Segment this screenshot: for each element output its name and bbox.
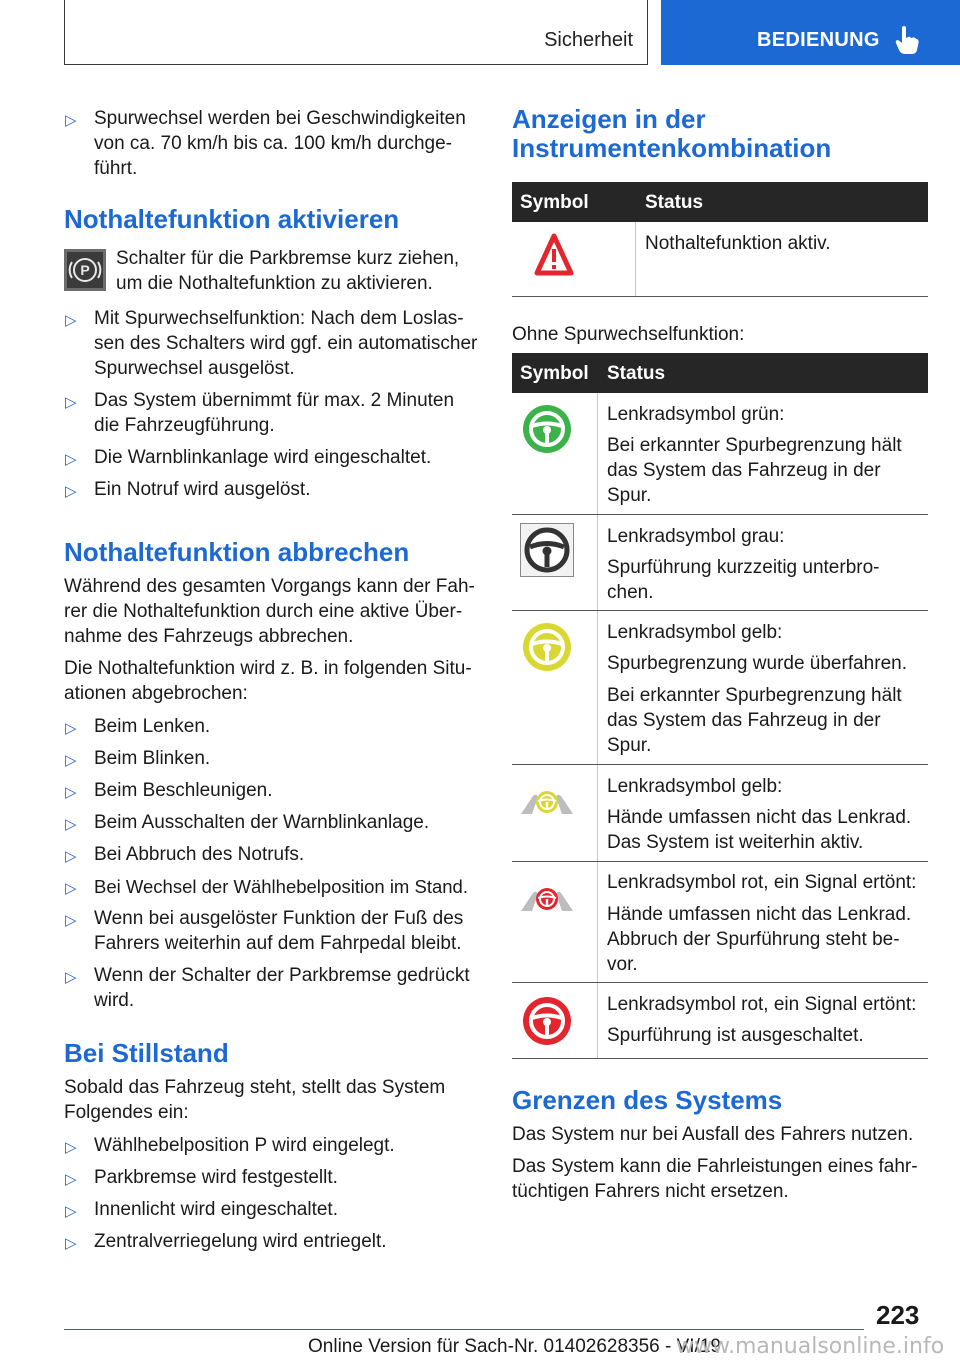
table2-row2-desc: Spurführung kurzzeitig unterbro- chen. [607, 557, 880, 603]
aktivieren-item-2: Das System übernimmt für max. 2 Minuten die Fahrzeugführung. [94, 390, 455, 436]
header-chapter-label: BEDIENUNG [757, 29, 880, 51]
page-number: 223 [876, 1300, 920, 1330]
heading-anzeigen: Anzeigen in der Instrumentenkombination [512, 104, 832, 163]
stillstand-item-1: Wählhebelposition P wird eingelegt. [94, 1135, 395, 1156]
stillstand-item-3: Innenlicht wird eingeschaltet. [94, 1199, 338, 1220]
abbrechen-item-1: Beim Lenken. [94, 716, 211, 737]
table2-row1-title: Lenkradsymbol grün: [607, 404, 785, 425]
stillstand-para: Sobald das Fahrzeug steht, stellt das System Folgendes ein: [64, 1077, 446, 1123]
abbrechen-item-6: Bei Wechsel der Wählhebelposition im Stand. [94, 876, 468, 897]
table2-col-status: Status [607, 363, 666, 384]
table2-row-divider [512, 514, 928, 515]
table2-row3-title: Lenkradsymbol gelb: [607, 622, 783, 643]
table2-row-divider [512, 1058, 928, 1059]
steering-wheel-yellow-icon [522, 622, 572, 672]
footer-online-version: Online Version für Sach-Nr. 01402628356 - VI/19 [308, 1336, 721, 1357]
table1-row1-status: Nothaltefunktion aktiv. [645, 233, 831, 254]
table2-row2-title: Lenkradsymbol grau: [607, 526, 785, 547]
steering-wheel-hands-red-icon [519, 883, 575, 915]
steering-wheel-red-icon [522, 996, 572, 1046]
heading-bei-stillstand: Bei Stillstand [64, 1038, 229, 1068]
footer-rule [64, 1329, 864, 1330]
table2-row5-desc: Hände umfassen nicht das Lenkrad. Abbruch der Spurführung steht be- vor. [607, 904, 912, 975]
bullet-marker: ▷ [65, 1203, 77, 1220]
aktivieren-item-3: Die Warnblinkanlage wird eingeschaltet. [94, 447, 432, 468]
bullet-marker: ▷ [65, 720, 77, 737]
table2-row3-desc-1: Spurbegrenzung wurde überfahren. [607, 653, 907, 674]
bullet-marker: ▷ [65, 1171, 77, 1188]
heading-grenzen: Grenzen des Systems [512, 1085, 783, 1115]
stillstand-item-2: Parkbremse wird festgestellt. [94, 1167, 338, 1188]
bullet-marker: ▷ [65, 312, 77, 329]
aktivieren-item-4: Ein Notruf wird ausgelöst. [94, 479, 311, 500]
abbrechen-para-1: Während des gesamten Vorgangs kann der Fah- rer die Nothaltefunktion durch eine aktive Über- nahme des Fahrzeugs abbrechen. [64, 576, 475, 647]
spurwechsel-speed-item: Spurwechsel werden bei Geschwindigkeiten von ca. 70 km/h bis ca. 100 km/h durchge- führt. [94, 108, 466, 179]
bullet-marker: ▷ [65, 483, 77, 500]
pointing-hand-icon [895, 25, 919, 55]
bullet-marker: ▷ [65, 451, 77, 468]
table1-col-symbol: Symbol [520, 192, 589, 213]
table2-row4-desc: Hände umfassen nicht das Lenkrad. Das System ist weiterhin aktiv. [607, 807, 912, 853]
abbrechen-item-2: Beim Blinken. [94, 748, 211, 769]
header-chapter-tab[interactable] [661, 0, 960, 65]
bullet-marker: ▷ [65, 1235, 77, 1252]
table2-col-symbol: Symbol [520, 363, 589, 384]
table2-row-divider [512, 610, 928, 611]
bullet-marker: ▷ [65, 816, 77, 833]
bullet-marker: ▷ [65, 912, 77, 929]
table2-row5-title: Lenkradsymbol rot, ein Signal ertönt: [607, 872, 917, 893]
bullet-marker: ▷ [65, 848, 77, 865]
watermark[interactable]: www.manualsonline.info [676, 1334, 945, 1359]
aktivieren-intro: Schalter für die Parkbremse kurz ziehen, um die Nothaltefunktion zu aktivieren. [116, 248, 460, 294]
table1-row-divider [512, 296, 928, 297]
abbrechen-para-2: Die Nothaltefunktion wird z. B. in folgenden Situ- ationen abgebrochen: [64, 658, 472, 704]
bullet-marker: ▷ [65, 969, 77, 986]
header-section-box [64, 0, 648, 65]
table2-header [512, 353, 928, 393]
table2-divider [597, 393, 598, 1058]
table2-row-divider [512, 764, 928, 765]
table2-row6-title: Lenkradsymbol rot, ein Signal ertönt: [607, 994, 917, 1015]
steering-wheel-grey-icon [520, 523, 574, 577]
grenzen-para-1: Das System nur bei Ausfall des Fahrers nutzen. [512, 1124, 914, 1145]
steering-wheel-hands-yellow-icon [519, 786, 575, 818]
table2-row-divider [512, 861, 928, 862]
grenzen-para-2: Das System kann die Fahrleistungen eines fahr- tüchtigen Fahrers nicht ersetzen. [512, 1156, 918, 1202]
abbrechen-item-4: Beim Ausschalten der Warnblinkanlage. [94, 812, 430, 833]
table2-row4-title: Lenkradsymbol gelb: [607, 776, 783, 797]
stillstand-item-4: Zentralverriegelung wird entriegelt. [94, 1231, 387, 1252]
table1-divider [635, 222, 636, 296]
bullet-marker: ▷ [65, 112, 77, 129]
bullet-marker: ▷ [65, 394, 77, 411]
table1-header [512, 182, 928, 222]
table2-row1-desc: Bei erkannter Spurbegrenzung hält das System das Fahrzeug in der Spur. [607, 435, 902, 506]
heading-nothalte-abbrechen: Nothaltefunktion abbrechen [64, 537, 410, 567]
parking-brake-switch-icon [64, 249, 106, 291]
aktivieren-item-1: Mit Spurwechselfunktion: Nach dem Loslas- sen des Schalters wird ggf. ein automatischer Spurwechsel ausgelöst. [94, 308, 478, 379]
abbrechen-item-5: Bei Abbruch des Notrufs. [94, 844, 305, 865]
bullet-marker: ▷ [65, 880, 77, 897]
bullet-marker: ▷ [65, 784, 77, 801]
steering-wheel-green-icon [522, 404, 572, 454]
table1-col-status: Status [645, 192, 704, 213]
bullet-marker: ▷ [65, 752, 77, 769]
header-section-label: Sicherheit [544, 29, 633, 51]
heading-nothalte-aktivieren: Nothaltefunktion aktivieren [64, 204, 400, 234]
bullet-marker: ▷ [65, 1139, 77, 1156]
abbrechen-item-3: Beim Beschleunigen. [94, 780, 273, 801]
svg-text:P: P [80, 262, 90, 278]
table2-row3-desc-2: Bei erkannter Spurbegrenzung hält das System das Fahrzeug in der Spur. [607, 685, 902, 756]
abbrechen-item-7: Wenn bei ausgelöster Funktion der Fuß des Fahrers weiterhin auf dem Fahrpedal bleibt. [94, 908, 464, 954]
ohne-spurwechsel-label: Ohne Spurwechselfunktion: [512, 324, 745, 345]
abbrechen-item-8: Wenn der Schalter der Parkbremse gedrückt wird. [94, 965, 470, 1011]
table2-row6-desc: Spurführung ist ausgeschaltet. [607, 1025, 864, 1046]
table2-row-divider [512, 982, 928, 983]
warning-triangle-icon [534, 232, 574, 278]
